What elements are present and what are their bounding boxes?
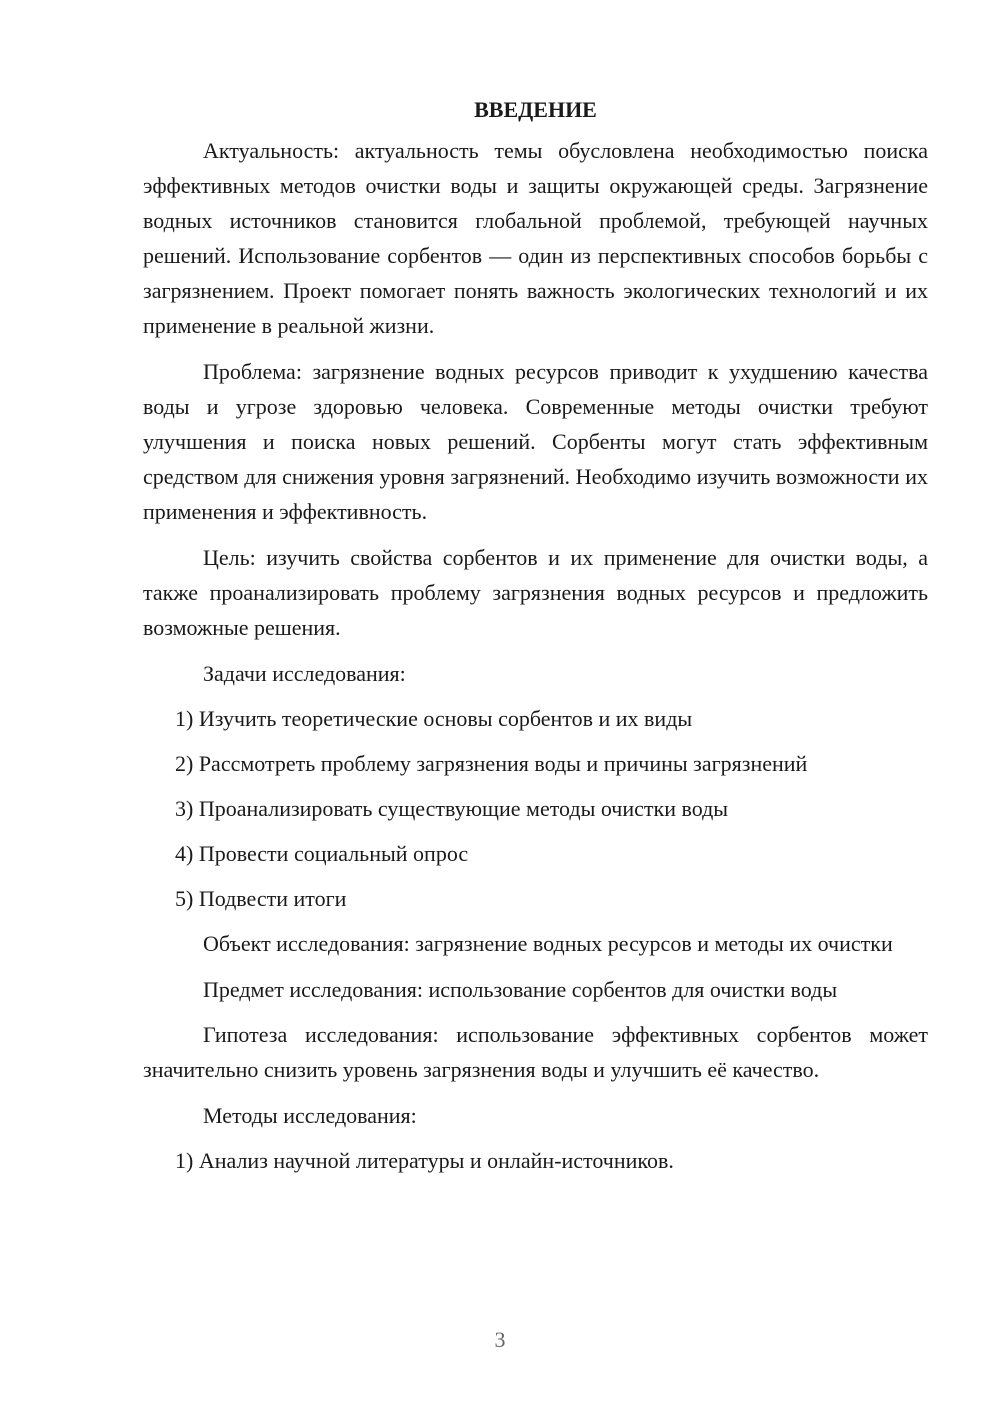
list-item: 4) Провести социальный опрос (175, 841, 469, 866)
document-page (143, 92, 928, 1188)
list-item: 1) Изучить теоретические основы сорбентов и их виды (175, 706, 693, 731)
paragraph-hypothesis: Гипотеза исследования: использование эффективных сорбентов может значительно снизить уровень загрязнения воды и улучшить её качество. (143, 1022, 928, 1082)
list-item: 2) Рассмотреть проблему загрязнения воды и причины загрязнений (175, 751, 808, 776)
methods-list (143, 1143, 928, 1178)
list-item: 1) Анализ научной литературы и онлайн-источников. (175, 1148, 674, 1173)
paragraph-object: Объект исследования: загрязнение водных ресурсов и методы их очистки (203, 931, 893, 956)
tasks-list (143, 701, 928, 916)
paragraph-problem: Проблема: загрязнение водных ресурсов приводит к ухудшению качества воды и угрозе здоровью человека. Современные методы очистки требуют улучшения и поиска новых решений. Сорбенты могут стать эффективным средством для снижения уровня загрязнений. Необходимо изучить возможности их применения и эффективность. (143, 359, 928, 524)
page-title: ВВЕДЕНИЕ (474, 97, 597, 122)
list-item: 5) Подвести итоги (175, 886, 347, 911)
paragraph-goal: Цель: изучить свойства сорбентов и их применение для очистки воды, а также проанализировать проблему загрязнения водных ресурсов и предложить возможные решения. (143, 545, 928, 640)
list-item: 3) Проанализировать существующие методы очистки воды (175, 796, 729, 821)
paragraph-relevance: Актуальность: актуальность темы обусловлена необходимостью поиска эффективных методов очистки воды и защиты окружающей среды. Загрязнение водных источников становится глобальной проблемой, требующей научных решений. Использование сорбентов — один из перспективных способов борьбы с загрязнением. Проект помогает понять важность экологических технологий и их применение в реальной жизни. (143, 138, 928, 338)
page-number: 3 (494, 1327, 506, 1352)
methods-heading: Методы исследования: (203, 1103, 417, 1128)
tasks-heading: Задачи исследования: (203, 661, 406, 686)
paragraph-subject: Предмет исследования: использование сорбентов для очистки воды (203, 977, 838, 1002)
